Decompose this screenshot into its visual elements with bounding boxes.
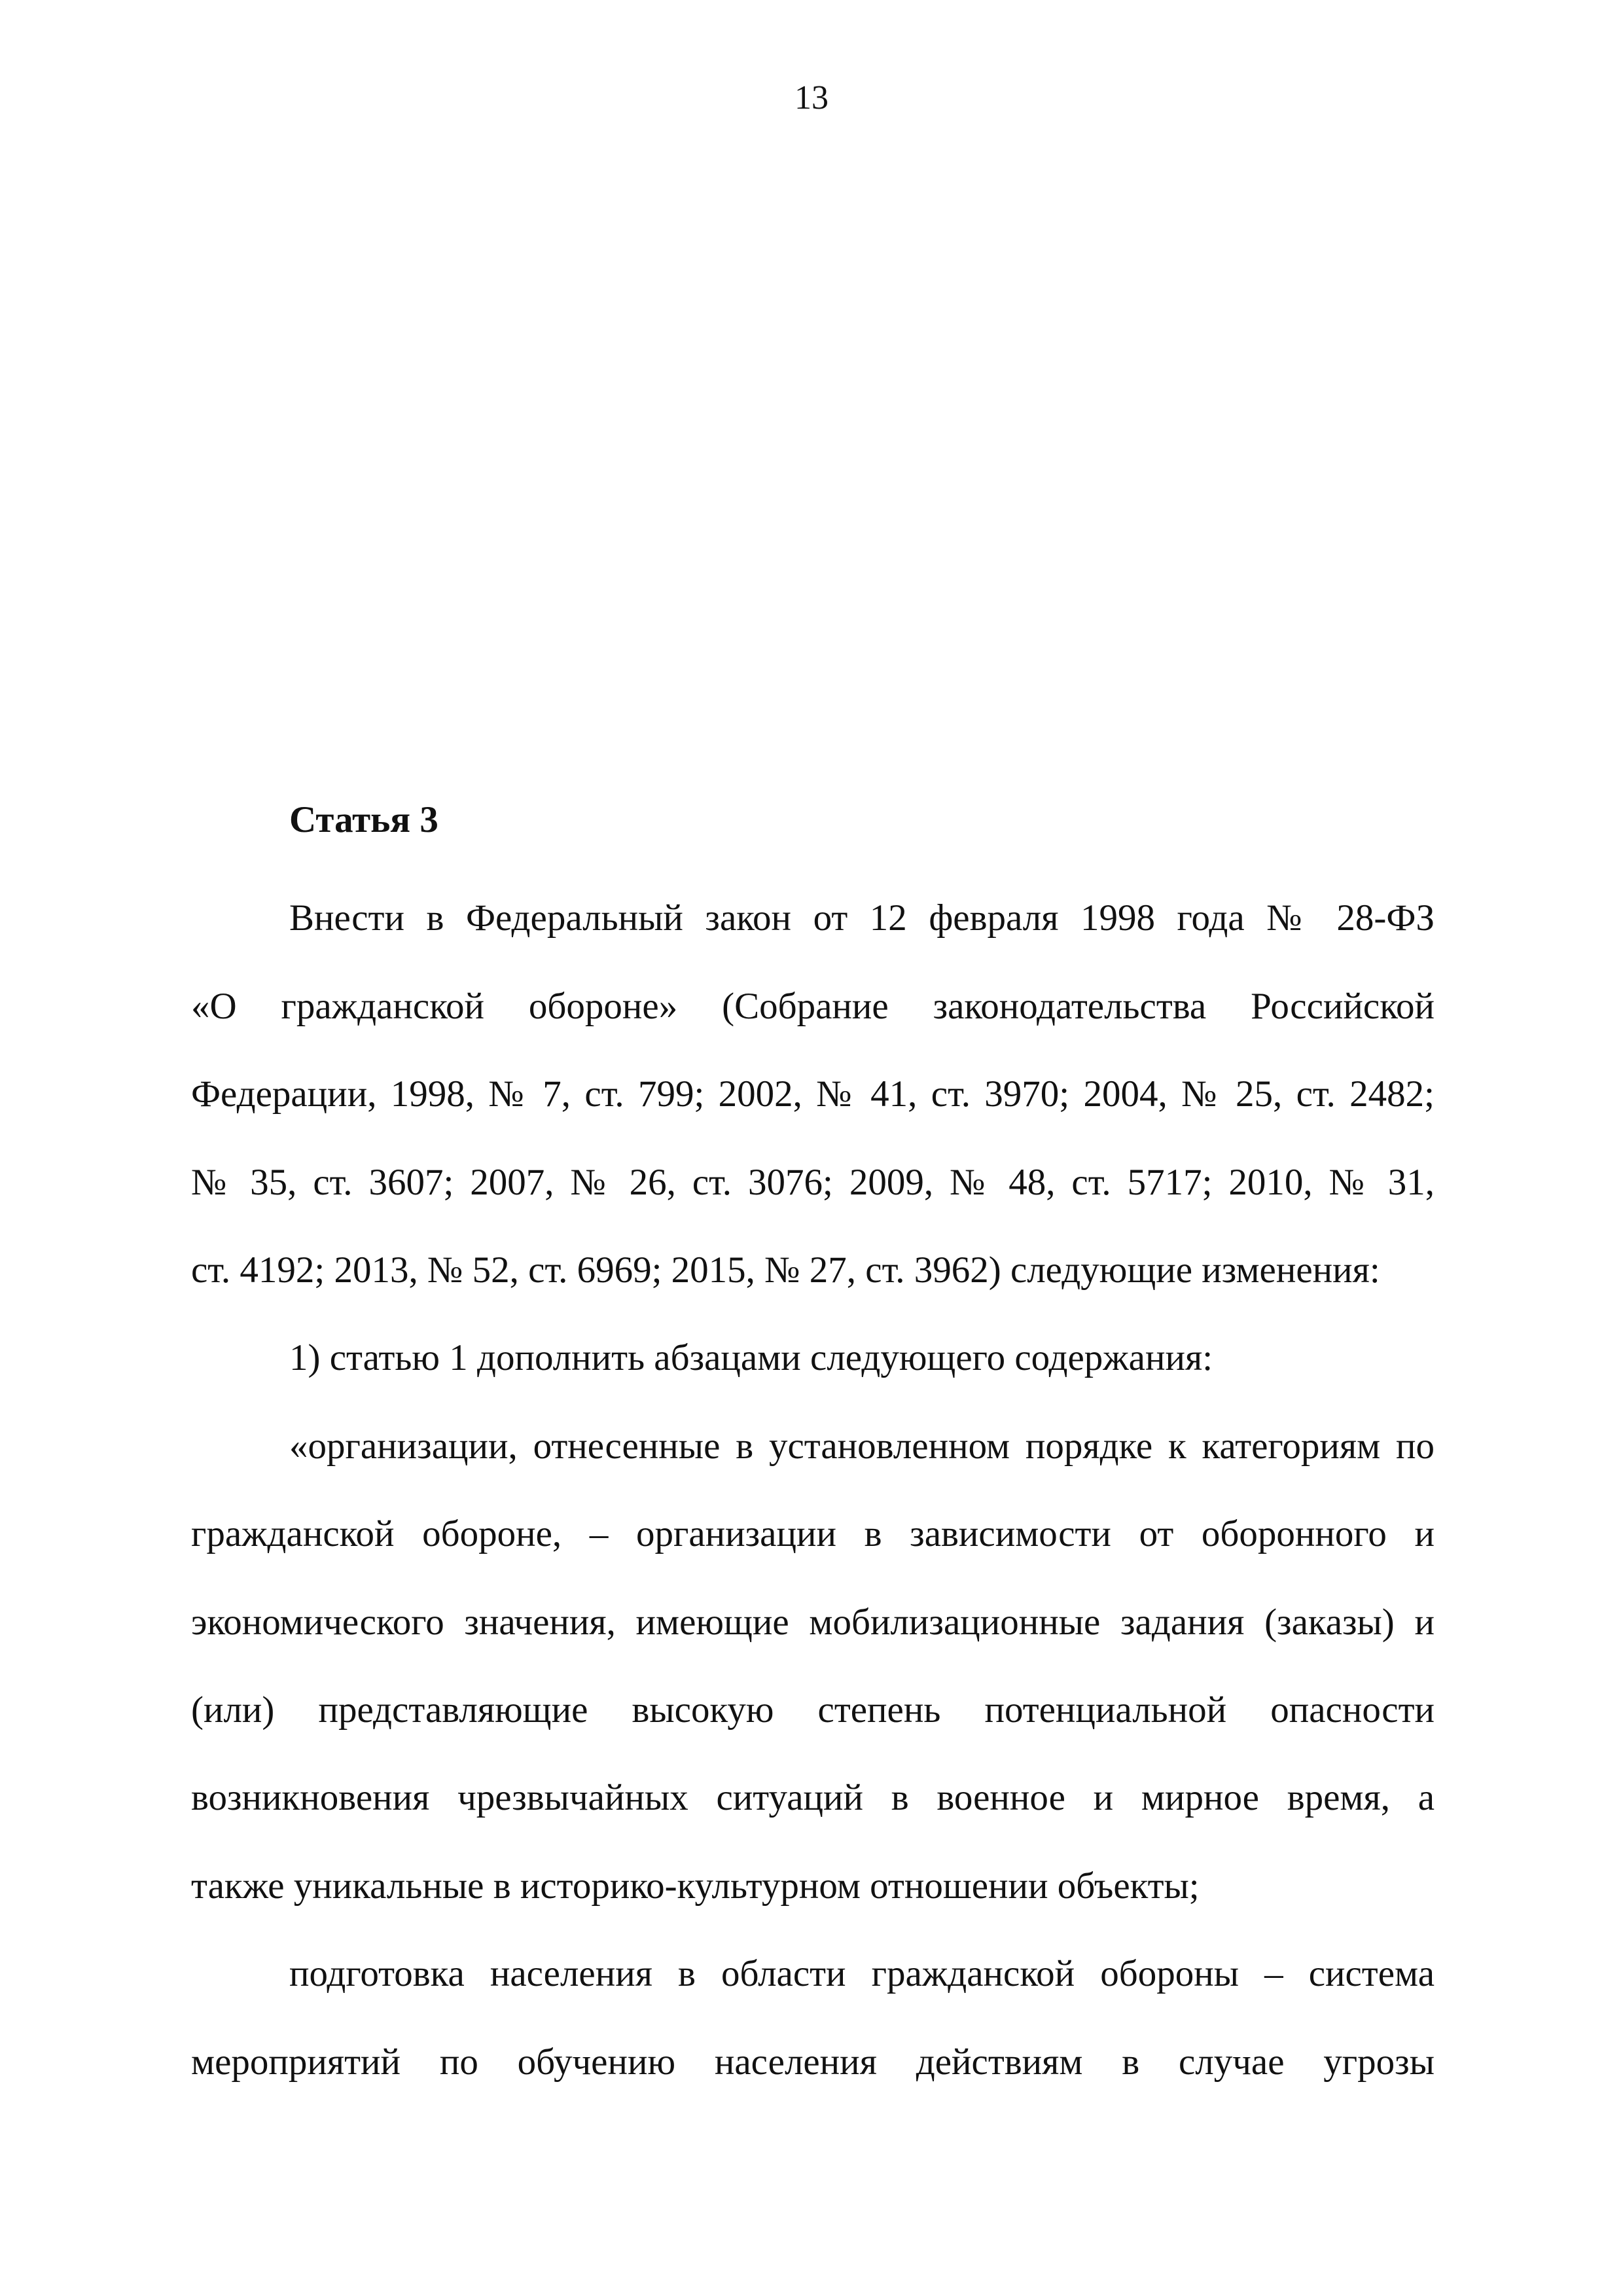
page-number: 13	[794, 79, 829, 117]
text-line: возникновения чрезвычайных ситуаций в военное и мирное время, а	[191, 1777, 1435, 1819]
preparation-paragraph	[191, 1930, 1435, 2106]
text-line: Федерации, 1998, № 7, ст. 799; 2002, № 41, ст. 3970; 2004, № 25, ст. 2482;	[191, 1073, 1435, 1115]
intro-paragraph	[191, 874, 1435, 1314]
text-line: ст. 4192; 2013, № 52, ст. 6969; 2015, № 27, ст. 3962) следующие изменения:	[191, 1249, 1380, 1291]
text-line: подготовка населения в области гражданской обороны – система	[289, 1953, 1435, 1995]
text-line: также уникальные в историко-культурном отношении объекты;	[191, 1865, 1200, 1907]
text-line: гражданской обороне, – организации в зависимости от оборонного и	[191, 1513, 1435, 1555]
quote-paragraph	[191, 1403, 1435, 1930]
document-body	[191, 776, 1435, 2106]
text-line: (или) представляющие высокую степень потенциальной опасности	[191, 1689, 1435, 1731]
text-line: экономического значения, имеющие мобилизационные задания (заказы) и	[191, 1601, 1435, 1643]
article-heading: Статья 3	[289, 799, 438, 840]
text-line: «организации, отнесенные в установленном порядке к категориям по	[289, 1425, 1435, 1467]
text-line: 1) статью 1 дополнить абзацами следующего содержания:	[289, 1337, 1213, 1379]
text-line: № 35, ст. 3607; 2007, № 26, ст. 3076; 2009, № 48, ст. 5717; 2010, № 31,	[191, 1161, 1435, 1203]
text-line: мероприятий по обучению населения действиям в случае угрозы	[191, 2041, 1435, 2083]
item-1-paragraph	[191, 1314, 1435, 1402]
text-line: «О гражданской обороне» (Собрание законодательства Российской	[191, 985, 1435, 1027]
text-line: Внести в Федеральный закон от 12 февраля 1998 года № 28-ФЗ	[289, 897, 1435, 939]
